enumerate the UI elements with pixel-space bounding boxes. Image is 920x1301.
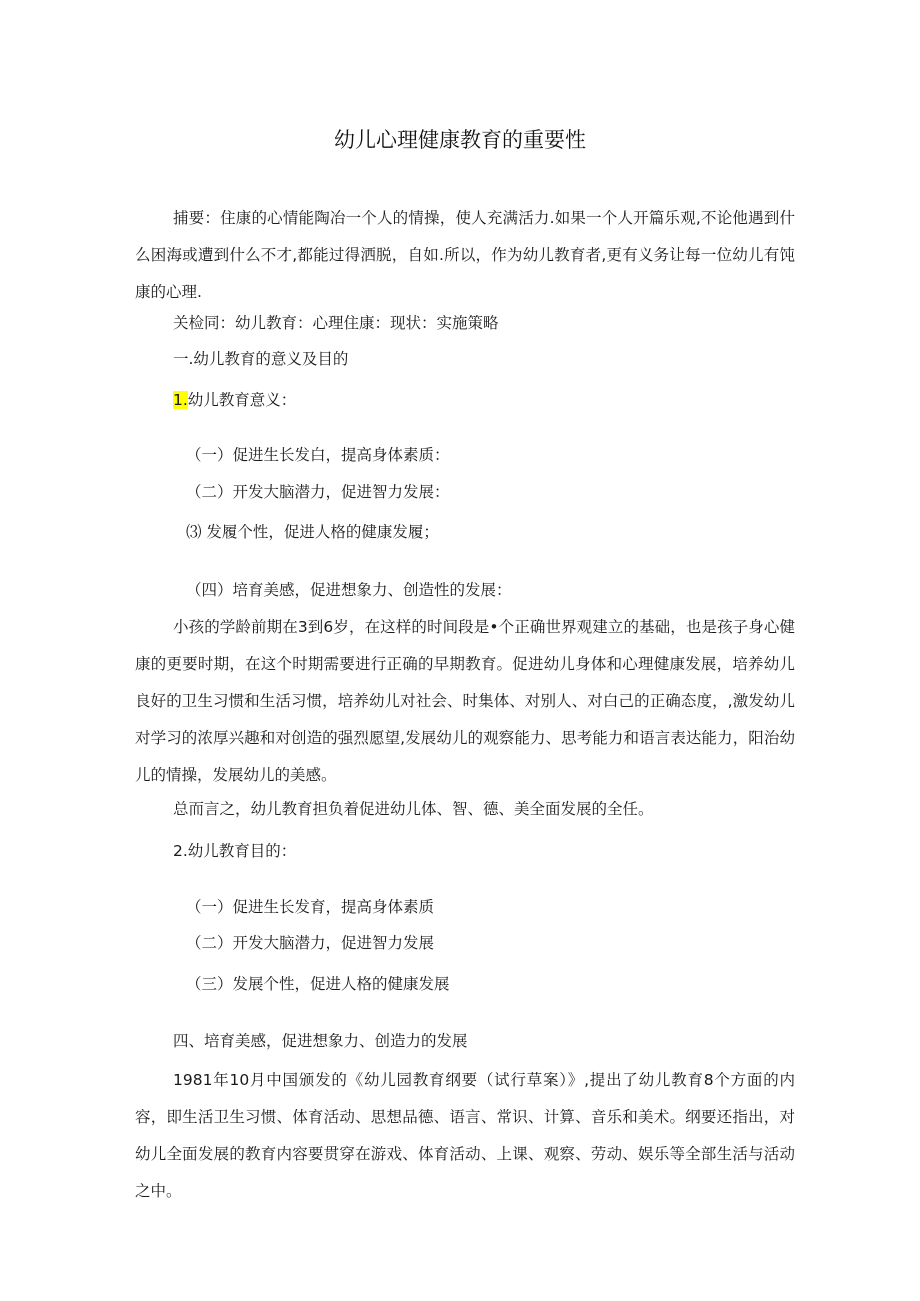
- section-heading-4: 四、培育美感，促进想象力、创造力的发展: [173, 1032, 468, 1050]
- summary-line: 总而言之，幼儿教育担负着促进幼儿体、智、德、美全面发展的全任。: [173, 800, 654, 818]
- meaning-item-4: （四）培育美感，促进想象力、创造性的发展：: [186, 581, 512, 599]
- goal-item-1: （一）促进生长发育，提高身体素质: [186, 898, 435, 916]
- highlighted-number: 1.: [173, 391, 188, 409]
- paragraph-1981-outline: 1981年10月中国颁发的《幼儿园教育纲要（试行草案）》,提出了幼儿教育8个方面的内容，即生活卫生习惯、体育活动、思想品德、语言、常识、计算、音乐和美术。纲要还指出，对幼儿全面发展的教育内容要贯穿在游戏、体育活动、上课、观察、劳动、娱乐等全部生活与活动之中。: [135, 1071, 795, 1200]
- subheading-goals: 2.幼儿教育目的：: [173, 842, 297, 860]
- meaning-item-1: （一）促进生长发白，提高身体素质：: [186, 446, 450, 464]
- paragraph-early-education: 小孩的学龄前期在3到6岁，在这样的时间段是•个正确世界观建立的基础，也是孩子身心健康的更要时期，在这个时期需要进行正确的早期教育。促进幼儿身体和心理健康发展，培养幼儿良好的卫生习惯和生活习惯，培养幼儿对社会、时集体、对别人、对白己的正确态度，,激发幼儿对学习的浓厚兴趣和对创造的强烈愿望,发展幼儿的观察能力、思考能力和语言表达能力，阳治幼儿的情操，发展幼儿的美感。: [135, 618, 795, 784]
- section-heading-1: 一.幼儿教育的意义及目的: [173, 350, 349, 368]
- goal-item-2: （二）开发大脑潜力，促进智力发展: [186, 934, 435, 952]
- meaning-item-2: （二）开发大脑潜力，促进智力发展：: [186, 483, 450, 501]
- abstract-paragraph: 捕要：住康的心情能陶冶一个人的情操，使人充满活力.如果一个人开篇乐观,不论他遇到什么困海或遭到什么不才,都能过得洒脱，自如.所以，作为幼儿教育者,更有义务让每一位幼儿有饨康的心理.: [135, 209, 795, 301]
- meaning-item-3: ⑶ 发履个性，促进人格的健康发履；: [186, 523, 439, 541]
- subheading-meaning-label: 幼儿教育意义：: [187, 391, 297, 409]
- keywords-line: 关检同：幼儿教育：心理住康：现状：实施策略: [173, 314, 499, 332]
- document-title: 幼儿心理健康教育的重要性: [334, 128, 586, 152]
- goal-item-3: （三）发展个性，促进人格的健康发展: [186, 975, 450, 993]
- subheading-meaning: [173, 386, 296, 414]
